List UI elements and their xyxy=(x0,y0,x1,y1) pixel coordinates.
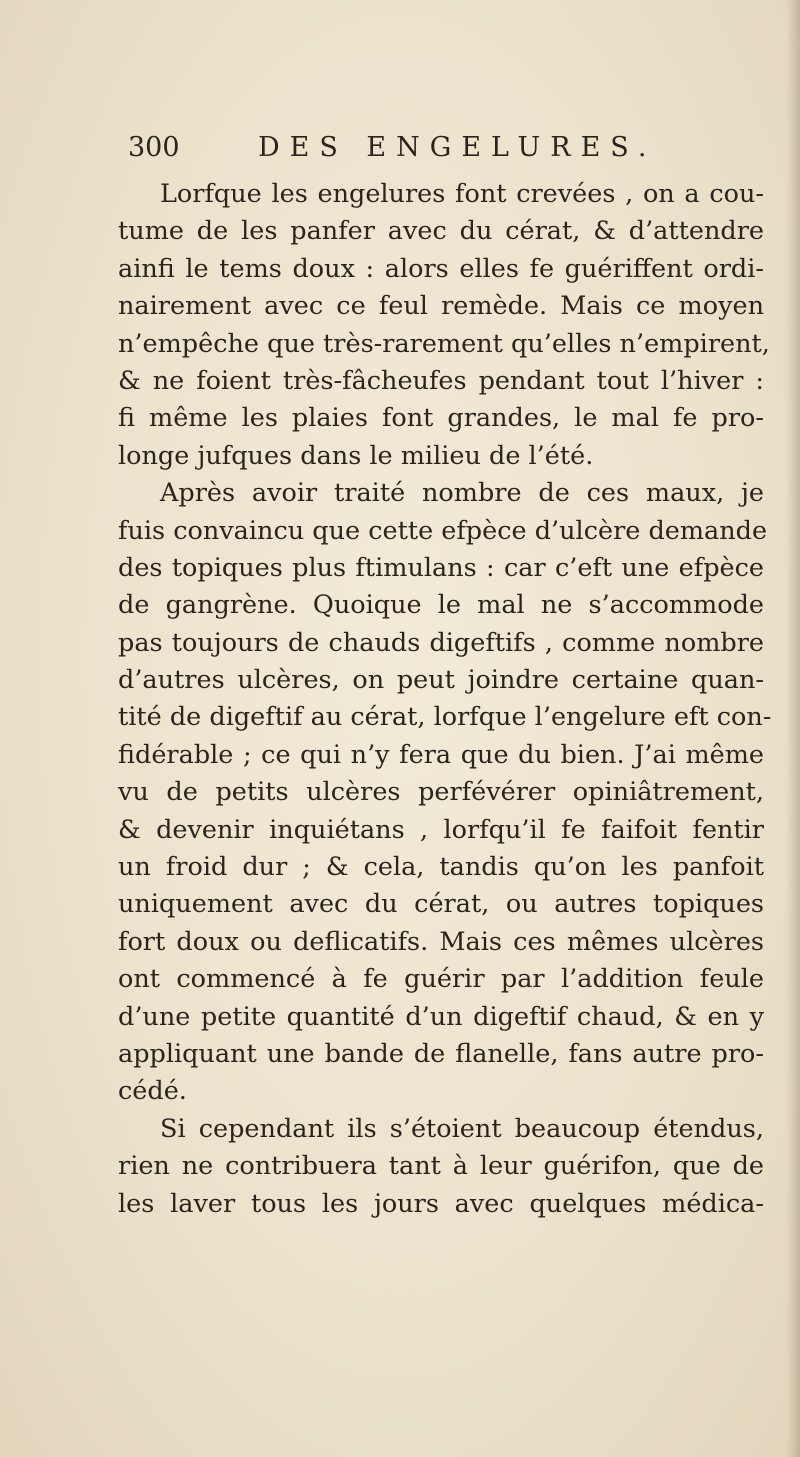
text-line: longe jufques dans le milieu de l’été. xyxy=(118,440,594,471)
text-line: & ne foient très-fâcheufes pendant tout l’hiver : xyxy=(118,365,764,396)
text-line: un froid dur ; & cela, tandis qu’on les panfoit xyxy=(118,852,764,883)
text-line: fi même les plaies font grandes, le mal fe pro- xyxy=(118,403,764,434)
text-line: appliquant une bande de flanelle, fans autre pro- xyxy=(118,1038,764,1069)
text-line: d’autres ulcères, on peut joindre certaine quan- xyxy=(118,665,764,696)
body-text xyxy=(118,176,772,1223)
page-edge-shadow xyxy=(786,0,800,1457)
page-number: 300 xyxy=(128,132,180,163)
text-line: Lorfque les engelures font crevées , on a cou- xyxy=(160,179,764,209)
text-line: tité de digeftif au cérat, lorfque l’engelure eft con- xyxy=(118,702,772,733)
text-line: fidérable ; ce qui n’y fera que du bien. J’ai même xyxy=(118,739,764,770)
text-line: pas toujours de chauds digeftifs , comme nombre xyxy=(118,627,764,658)
text-line: d’une petite quantité d’un digeftif chaud, & en y xyxy=(118,1001,764,1032)
text-line: ainfi le tems doux : alors elles fe guériffent ordi- xyxy=(118,253,764,284)
text-line: uniquement avec du cérat, ou autres topiques xyxy=(118,889,764,920)
text-line: Après avoir traité nombre de ces maux, je xyxy=(160,478,764,509)
text-line: Si cependant ils s’étoient beaucoup étendus, xyxy=(160,1113,764,1144)
text-line: nairement avec ce feul remède. Mais ce moyen xyxy=(118,291,764,322)
text-line: vu de petits ulcères perfévérer opiniâtrement, xyxy=(118,777,764,808)
text-line: fort doux ou deflicatifs. Mais ces mêmes ulcères xyxy=(118,926,764,957)
text-line: rien ne contribuera tant à leur guérifon, que de xyxy=(118,1151,764,1182)
text-line: les laver tous les jours avec quelques médica- xyxy=(118,1188,764,1219)
text-line: & devenir inquiétans , lorfqu’il fe faifoit fentir xyxy=(118,814,764,845)
text-line: cédé. xyxy=(118,1076,187,1107)
page-header xyxy=(128,132,768,172)
text-line: tume de les panfer avec du cérat, & d’attendre xyxy=(118,216,764,247)
text-line: fuis convaincu que cette efpèce d’ulcère demande xyxy=(118,515,768,546)
text-line: de gangrène. Quoique le mal ne s’accommode xyxy=(118,590,764,621)
text-line: ont commencé à fe guérir par l’addition feule xyxy=(118,964,764,995)
text-line: des topiques plus ftimulans : car c’eft une efpèce xyxy=(118,552,764,583)
text-line: n’empêche que très-rarement qu’elles n’empirent, xyxy=(118,328,770,359)
running-title: DES ENGELURES. xyxy=(258,132,657,163)
